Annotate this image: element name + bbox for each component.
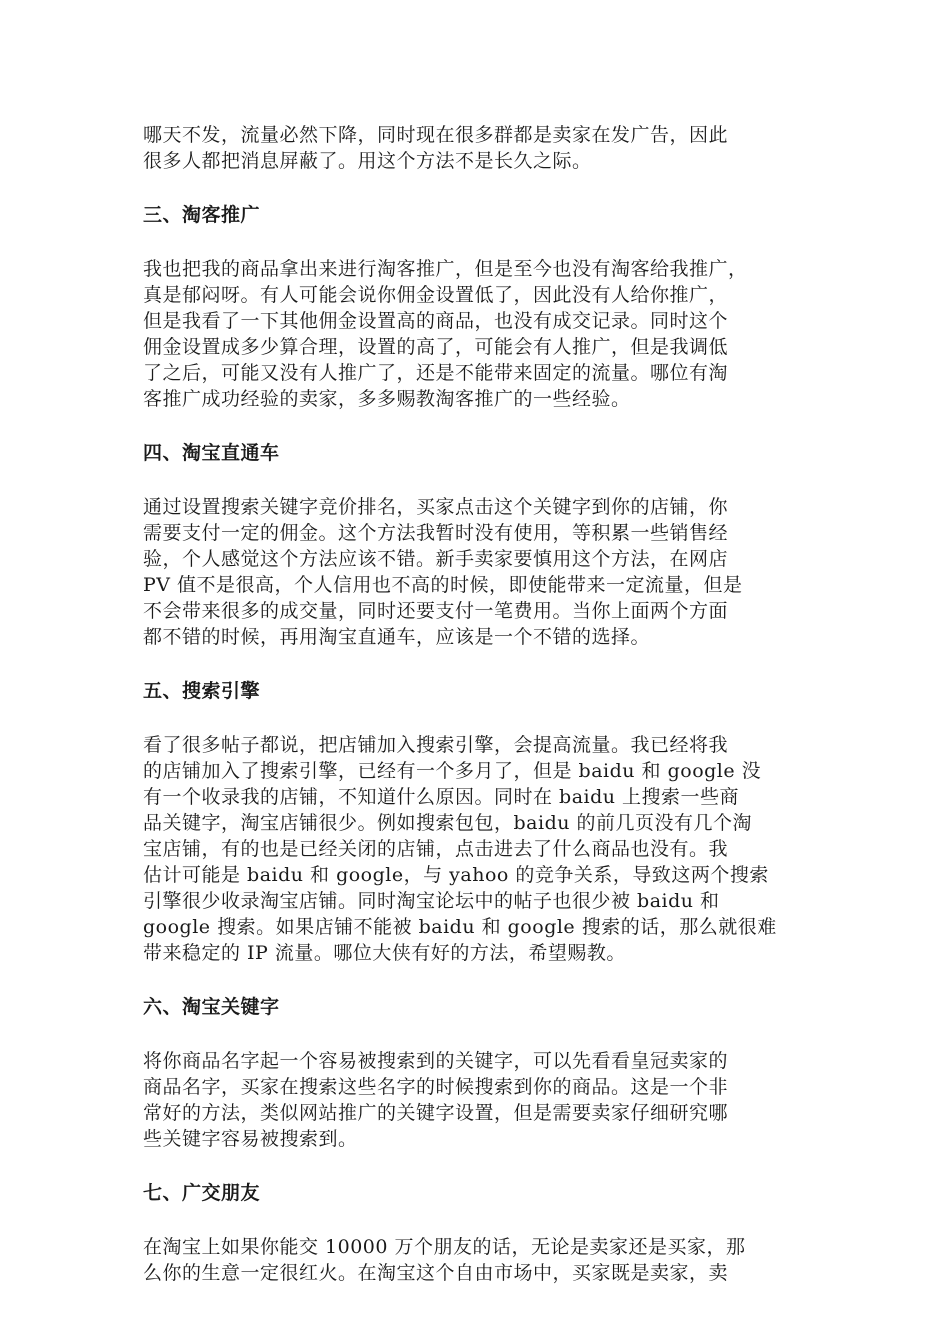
paragraph-search-engine xyxy=(143,732,803,966)
text-line: PV 值不是很高，个人信用也不高的时候，即使能带来一定流量，但是 xyxy=(143,574,743,596)
paragraph-friends xyxy=(143,1234,803,1286)
text-line: google 搜索。如果店铺不能被 baidu 和 google 搜索的话，那么就很难 xyxy=(143,916,777,938)
text-line: 估计可能是 baidu 和 google，与 yahoo 的竞争关系，导致这两个搜索 xyxy=(143,864,769,886)
text-line: 通过设置搜索关键字竞价排名，买家点击这个关键字到你的店铺，你 xyxy=(143,496,729,518)
paragraph-intro xyxy=(143,122,803,174)
paragraph-taoke xyxy=(143,256,803,412)
paragraph-ztc xyxy=(143,494,803,650)
section-heading-taoke: 三、淘客推广 xyxy=(143,204,261,226)
text-line: 在淘宝上如果你能交 10000 万个朋友的话，无论是卖家还是买家，那 xyxy=(143,1236,746,1258)
text-line: 将你商品名字起一个容易被搜索到的关键字，可以先看看皇冠卖家的 xyxy=(143,1050,729,1072)
text-line: 都不错的时候，再用淘宝直通车，应该是一个不错的选择。 xyxy=(143,626,651,648)
text-line: 宝店铺，有的也是已经关闭的店铺，点击进去了什么商品也没有。我 xyxy=(143,838,729,860)
text-line: 哪天不发，流量必然下降，同时现在很多群都是卖家在发广告，因此 xyxy=(143,124,729,146)
text-line: 商品名字，买家在搜索这些名字的时候搜索到你的商品。这是一个非 xyxy=(143,1076,729,1098)
text-line: 了之后，可能又没有人推广了，还是不能带来固定的流量。哪位有淘 xyxy=(143,362,729,384)
section-heading-friends: 七、广交朋友 xyxy=(143,1182,261,1204)
text-line: 么你的生意一定很红火。在淘宝这个自由市场中，买家既是卖家，卖 xyxy=(143,1262,729,1284)
text-line: 的店铺加入了搜索引擎，已经有一个多月了，但是 baidu 和 google 没 xyxy=(143,760,762,782)
text-line: 引擎很少收录淘宝店铺。同时淘宝论坛中的帖子也很少被 baidu 和 xyxy=(143,890,720,912)
text-line: 佣金设置成多少算合理，设置的高了，可能会有人推广，但是我调低 xyxy=(143,336,729,358)
text-line: 但是我看了一下其他佣金设置高的商品，也没有成交记录。同时这个 xyxy=(143,310,729,332)
text-line: 需要支付一定的佣金。这个方法我暂时没有使用，等积累一些销售经 xyxy=(143,522,729,544)
text-line: 真是郁闷呀。有人可能会说你佣金设置低了，因此没有人给你推广， xyxy=(143,284,729,306)
section-heading-ztc: 四、淘宝直通车 xyxy=(143,442,280,464)
document-page xyxy=(143,122,803,1286)
text-line: 些关键字容易被搜索到。 xyxy=(143,1128,358,1150)
text-line: 品关键字，淘宝店铺很少。例如搜索包包，baidu 的前几页没有几个淘 xyxy=(143,812,753,834)
text-line: 客推广成功经验的卖家，多多赐教淘客推广的一些经验。 xyxy=(143,388,631,410)
text-line: 我也把我的商品拿出来进行淘客推广，但是至今也没有淘客给我推广， xyxy=(143,258,748,280)
text-line: 不会带来很多的成交量，同时还要支付一笔费用。当你上面两个方面 xyxy=(143,600,729,622)
section-heading-search-engine: 五、搜索引擎 xyxy=(143,680,261,702)
paragraph-keywords xyxy=(143,1048,803,1152)
section-heading-keywords: 六、淘宝关键字 xyxy=(143,996,280,1018)
text-line: 看了很多帖子都说，把店铺加入搜索引擎，会提高流量。我已经将我 xyxy=(143,734,729,756)
text-line: 带来稳定的 IP 流量。哪位大侠有好的方法，希望赐教。 xyxy=(143,942,626,964)
text-line: 验，个人感觉这个方法应该不错。新手卖家要慎用这个方法，在网店 xyxy=(143,548,729,570)
text-line: 常好的方法，类似网站推广的关键字设置，但是需要卖家仔细研究哪 xyxy=(143,1102,729,1124)
text-line: 有一个收录我的店铺，不知道什么原因。同时在 baidu 上搜索一些商 xyxy=(143,786,740,808)
text-line: 很多人都把消息屏蔽了。用这个方法不是长久之际。 xyxy=(143,150,592,172)
